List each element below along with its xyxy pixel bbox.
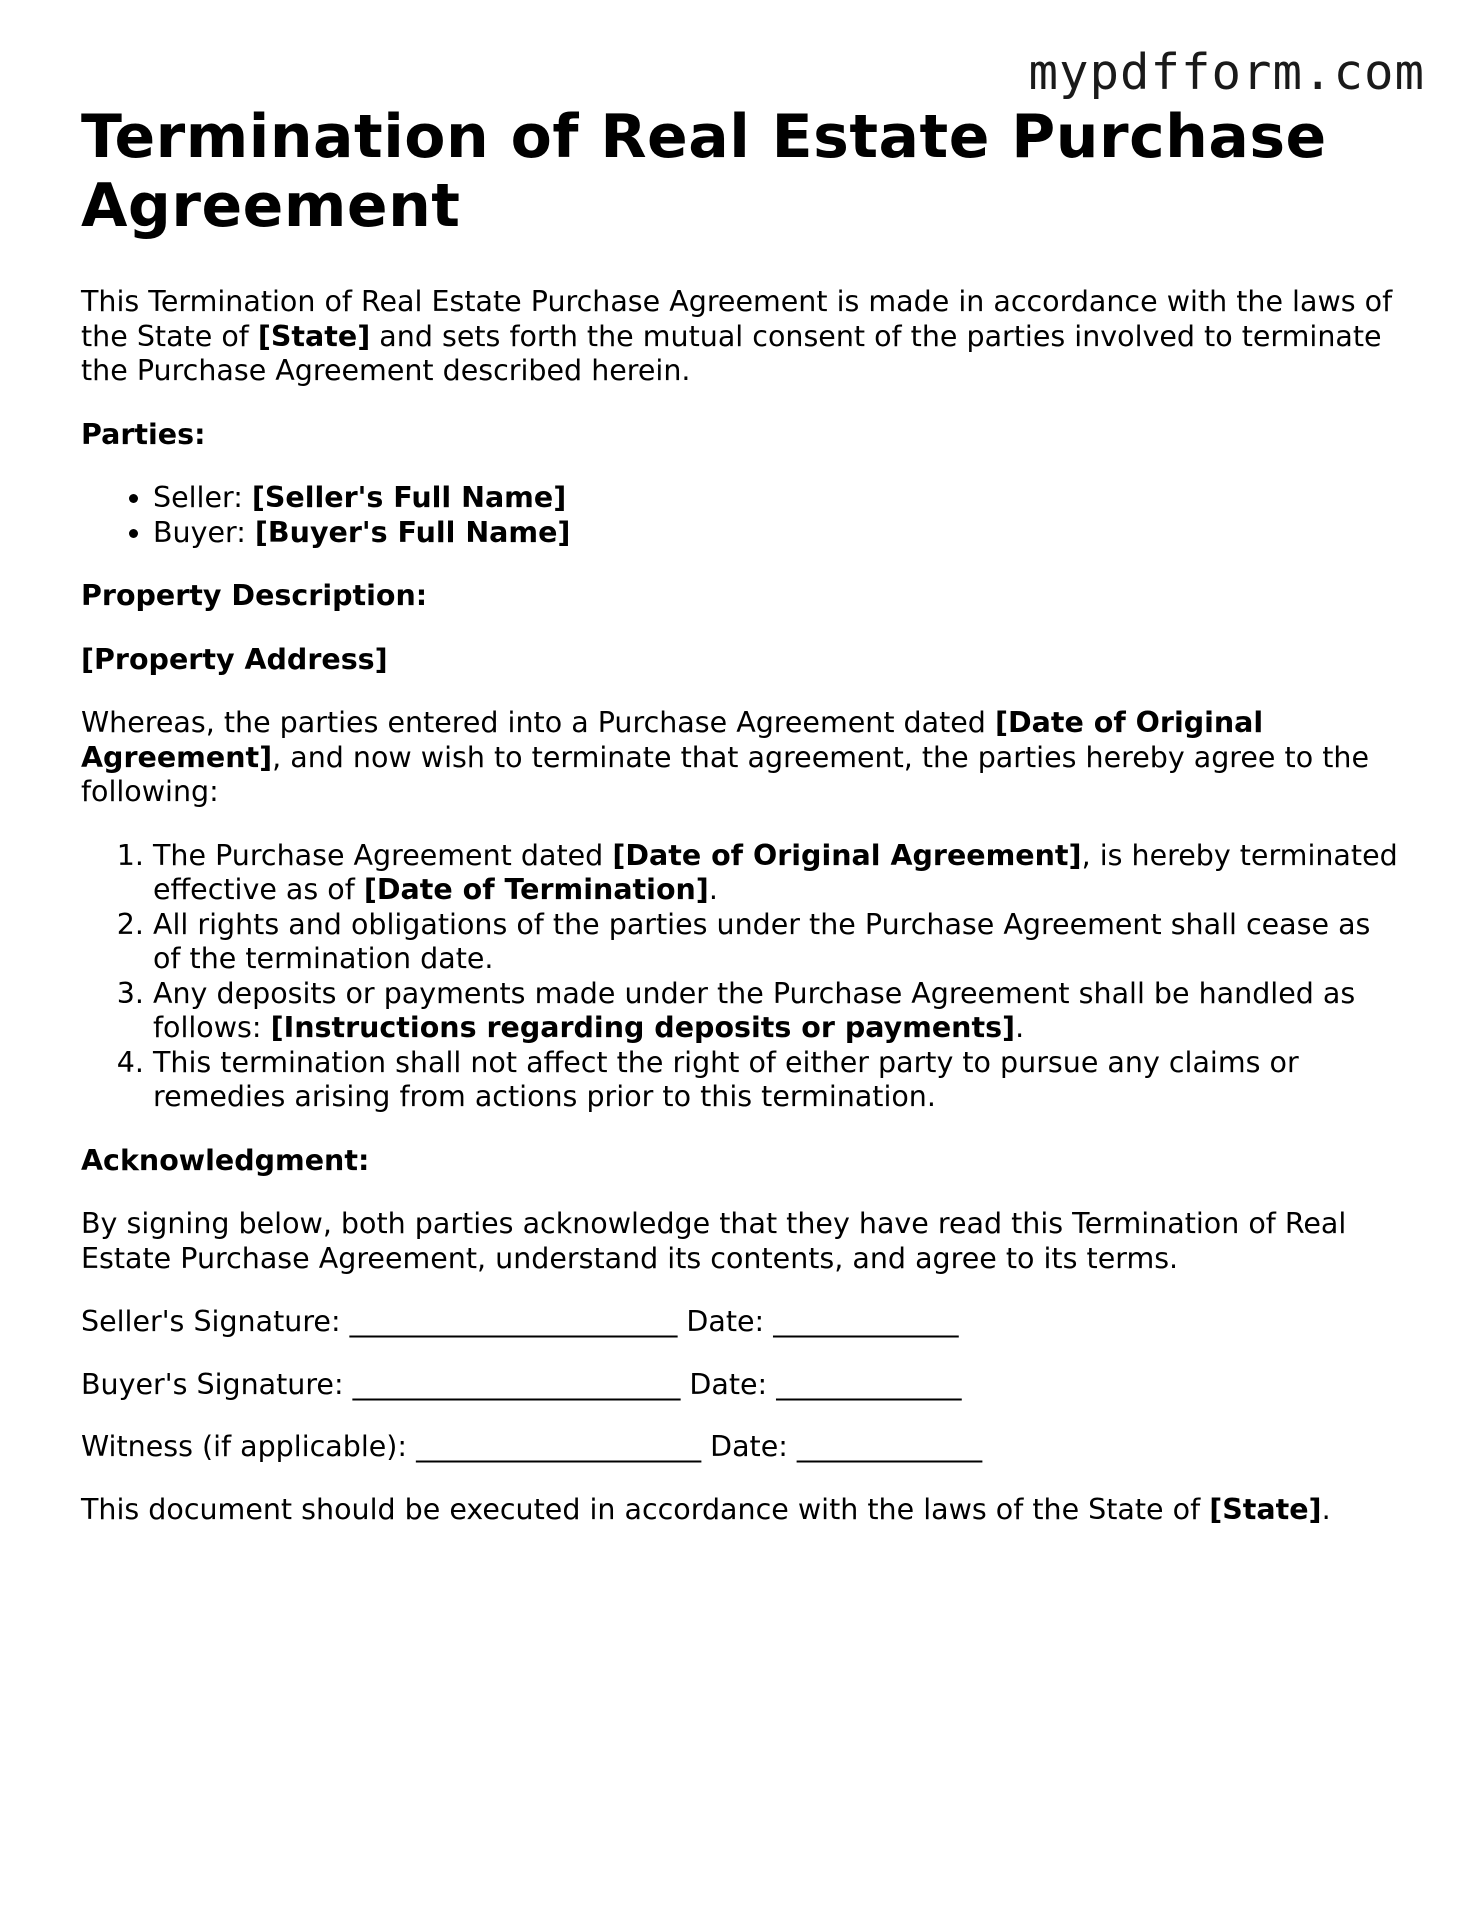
term-1-termination-date: [Date of Termination] bbox=[363, 873, 709, 906]
document-body bbox=[81, 103, 1401, 1556]
parties-heading: Parties: bbox=[81, 417, 206, 451]
term-item-3 bbox=[153, 977, 1401, 1046]
acknowledgment-text: By signing below, both parties acknowledge that they have read this Termination of Real Estate Purchase Agreement, understand its contents, and agree to its terms. bbox=[81, 1207, 1347, 1275]
term-1-text-2: , is hereby terminated effective as of bbox=[153, 838, 1398, 906]
seller-item bbox=[153, 481, 1401, 516]
closing-text-1: This document should be executed in accordance with the laws of the State of bbox=[81, 1492, 1210, 1526]
term-item-1 bbox=[153, 839, 1401, 908]
state-placeholder: [State] bbox=[257, 319, 371, 353]
seller-signature-line: Seller's Signature: _______________________ Date: _____________ bbox=[81, 1305, 959, 1338]
closing-paragraph bbox=[81, 1493, 1401, 1528]
property-heading: Property Description: bbox=[81, 579, 428, 612]
parties-list bbox=[81, 481, 1401, 550]
buyer-signature-line: Buyer's Signature: _______________________ Date: _____________ bbox=[81, 1367, 962, 1401]
property-address-placeholder: [Property Address] bbox=[81, 642, 388, 676]
term-3-text-2: . bbox=[1015, 1011, 1025, 1044]
acknowledgment-heading: Acknowledgment: bbox=[81, 1143, 370, 1177]
term-3-instructions-placeholder: [Instructions regarding deposits or payments] bbox=[270, 1011, 1016, 1044]
buyer-item bbox=[153, 516, 1401, 551]
whereas-paragraph bbox=[81, 706, 1401, 810]
whereas-text-1: Whereas, the parties entered into a Purchase Agreement dated bbox=[81, 706, 995, 739]
watermark: mypdfform.com bbox=[1028, 44, 1425, 101]
term-1-original-date: [Date of Original Agreement] bbox=[612, 838, 1082, 872]
term-1-text-1: The Purchase Agreement dated bbox=[153, 838, 613, 872]
whereas-text-2: , and now wish to terminate that agreement, the parties hereby agree to the following: bbox=[81, 740, 1369, 808]
closing-text-2: . bbox=[1321, 1492, 1331, 1526]
intro-text-2: and sets forth the mutual consent of the parties involved to terminate the Purchase Agreement described herein. bbox=[81, 319, 1382, 387]
buyer-name-placeholder: [Buyer's Full Name] bbox=[254, 515, 571, 549]
document-title: Termination of Real Estate Purchase Agreement bbox=[81, 102, 1327, 241]
terms-list bbox=[81, 839, 1401, 1115]
original-date-placeholder: [Date of Original Agreement] bbox=[81, 706, 1264, 774]
term-item-4: 4. This termination shall not affect the right of either party to pursue any claims or remedies arising from actions prior to this termination. bbox=[153, 1046, 1401, 1115]
term-3-text-1: Any deposits or payments made under the Purchase Agreement shall be handled as follows: bbox=[153, 976, 1356, 1044]
term-1-text-3: . bbox=[708, 873, 718, 906]
intro-paragraph bbox=[81, 285, 1401, 389]
seller-name-placeholder: [Seller's Full Name] bbox=[251, 481, 567, 514]
closing-state-placeholder: [State] bbox=[1209, 1492, 1322, 1526]
seller-label: Seller: bbox=[153, 481, 252, 514]
buyer-label: Buyer: bbox=[153, 515, 255, 549]
intro-text-1: This Termination of Real Estate Purchase Agreement is made in accordance with the laws of the State of bbox=[81, 285, 1393, 353]
term-item-2: 2. All rights and obligations of the parties under the Purchase Agreement shall cease as of the termination date. bbox=[153, 908, 1401, 977]
witness-signature-line: Witness (if applicable): ____________________ Date: _____________ bbox=[81, 1430, 983, 1463]
